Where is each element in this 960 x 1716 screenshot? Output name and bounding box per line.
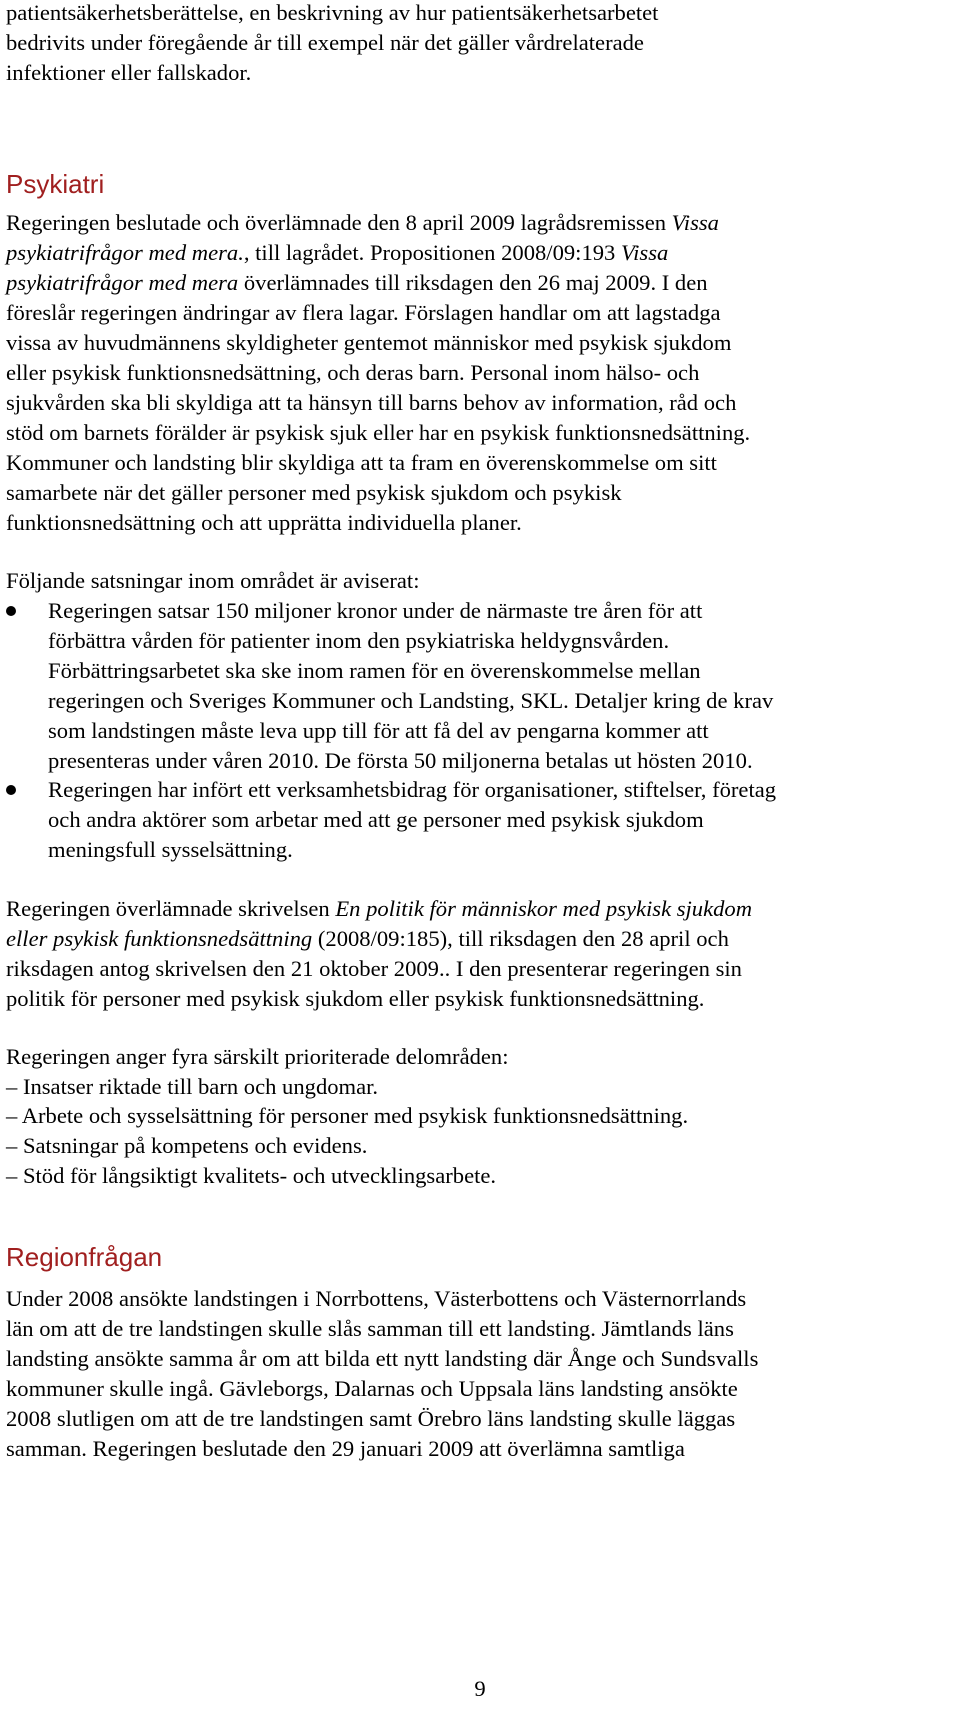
- dash-list-item: – Insatser riktade till barn och ungdomar.: [6, 1074, 379, 1099]
- dash-list-item: – Arbete och sysselsättning för personer med psykisk funktionsnedsättning.: [6, 1103, 689, 1128]
- body-text-line: samman. Regeringen beslutade den 29 januari 2009 att överlämna samtliga: [6, 1436, 685, 1461]
- body-text-line: patientsäkerhetsberättelse, en beskrivning av hur patientsäkerhetsarbetet: [6, 0, 659, 25]
- body-text-line: Regeringen beslutade och överlämnade den 8 april 2009 lagrådsremissen Vissa: [6, 210, 719, 235]
- body-text-line: föreslår regeringen ändringar av flera lagar. Förslagen handlar om att lagstadga: [6, 300, 721, 325]
- body-text-line: politik för personer med psykisk sjukdom eller psykisk funktionsnedsättning.: [6, 986, 705, 1011]
- bullet-text-line: och andra aktörer som arbetar med att ge personer med psykisk sjukdom: [48, 807, 704, 832]
- body-text-line: infektioner eller fallskador.: [6, 60, 252, 85]
- bullet-text-line: meningsfull sysselsättning.: [48, 837, 293, 862]
- bullet-dot-icon: [6, 606, 16, 616]
- body-text-line: funktionsnedsättning och att upprätta individuella planer.: [6, 510, 522, 535]
- body-text-line: län om att de tre landstingen skulle slås samman till ett landsting. Jämtlands läns: [6, 1316, 734, 1341]
- section-heading-psykiatri: Psykiatri: [6, 169, 105, 199]
- body-text-line: eller psykisk funktionsnedsättning (2008/09:185), till riksdagen den 28 april och: [6, 926, 729, 951]
- body-text-line: Kommuner och landsting blir skyldiga att ta fram en överenskommelse om sitt: [6, 450, 717, 475]
- body-text-line: bedrivits under föregående år till exempel när det gäller vårdrelaterade: [6, 30, 644, 55]
- bullet-text-line: förbättra vården för patienter inom den psykiatriska heldygnsvården.: [48, 628, 670, 653]
- bullet-text-line: Regeringen har infört ett verksamhetsbidrag för organisationer, stiftelser, företag: [48, 777, 777, 802]
- bullet-text-line: Regeringen satsar 150 miljoner kronor under de närmaste tre åren för att: [48, 598, 703, 623]
- bullet-text-line: Förbättringsarbetet ska ske inom ramen för en överenskommelse mellan: [48, 658, 701, 683]
- body-text-line: sjukvården ska bli skyldiga att ta hänsyn till barns behov av information, råd och: [6, 390, 737, 415]
- body-text-line: 2008 slutligen om att de tre landstingen samt Örebro läns landsting skulle läggas: [6, 1406, 736, 1431]
- section-heading-regionfragan: Regionfrågan: [6, 1242, 163, 1272]
- bullet-text-line: som landstingen måste leva upp till för att få del av pengarna kommer att: [48, 718, 709, 743]
- body-text-line: samarbete när det gäller personer med psykisk sjukdom och psykisk: [6, 480, 622, 505]
- body-text-line: psykiatrifrågor med mera., till lagrådet. Propositionen 2008/09:193 Vissa: [6, 240, 669, 265]
- body-text-line: Regeringen anger fyra särskilt prioriterade delområden:: [6, 1044, 509, 1069]
- bullet-text-line: presenteras under våren 2010. De första 50 miljonerna betalas ut hösten 2010.: [48, 748, 753, 773]
- dash-list-item: – Satsningar på kompetens och evidens.: [6, 1133, 368, 1158]
- bullet-text-line: regeringen och Sveriges Kommuner och Landsting, SKL. Detaljer kring de krav: [48, 688, 774, 713]
- body-text-line: Regeringen överlämnade skrivelsen En politik för människor med psykisk sjukdom: [6, 896, 753, 921]
- body-text-line: psykiatrifrågor med mera överlämnades till riksdagen den 26 maj 2009. I den: [6, 270, 708, 295]
- body-text-line: stöd om barnets förälder är psykisk sjuk eller har en psykisk funktionsnedsättning.: [6, 420, 751, 445]
- page-number: 9: [474, 1676, 486, 1701]
- body-text-line: riksdagen antog skrivelsen den 21 oktober 2009.. I den presenterar regeringen sin: [6, 956, 742, 981]
- body-text-line: vissa av huvudmännens skyldigheter gentemot människor med psykisk sjukdom: [6, 330, 732, 355]
- body-text-line: landsting ansökte samma år om att bilda ett nytt landsting där Ånge och Sundsvalls: [6, 1346, 759, 1371]
- body-text-line: Under 2008 ansökte landstingen i Norrbottens, Västerbottens och Västernorrlands: [6, 1286, 747, 1311]
- dash-list-item: – Stöd för långsiktigt kvalitets- och utvecklingsarbete.: [6, 1163, 497, 1188]
- bullet-dot-icon: [6, 785, 16, 795]
- body-text-line: Följande satsningar inom området är aviserat:: [6, 568, 420, 593]
- body-text-line: kommuner skulle ingå. Gävleborgs, Dalarnas och Uppsala läns landsting ansökte: [6, 1376, 738, 1401]
- body-text-line: eller psykisk funktionsnedsättning, och deras barn. Personal inom hälso- och: [6, 360, 700, 385]
